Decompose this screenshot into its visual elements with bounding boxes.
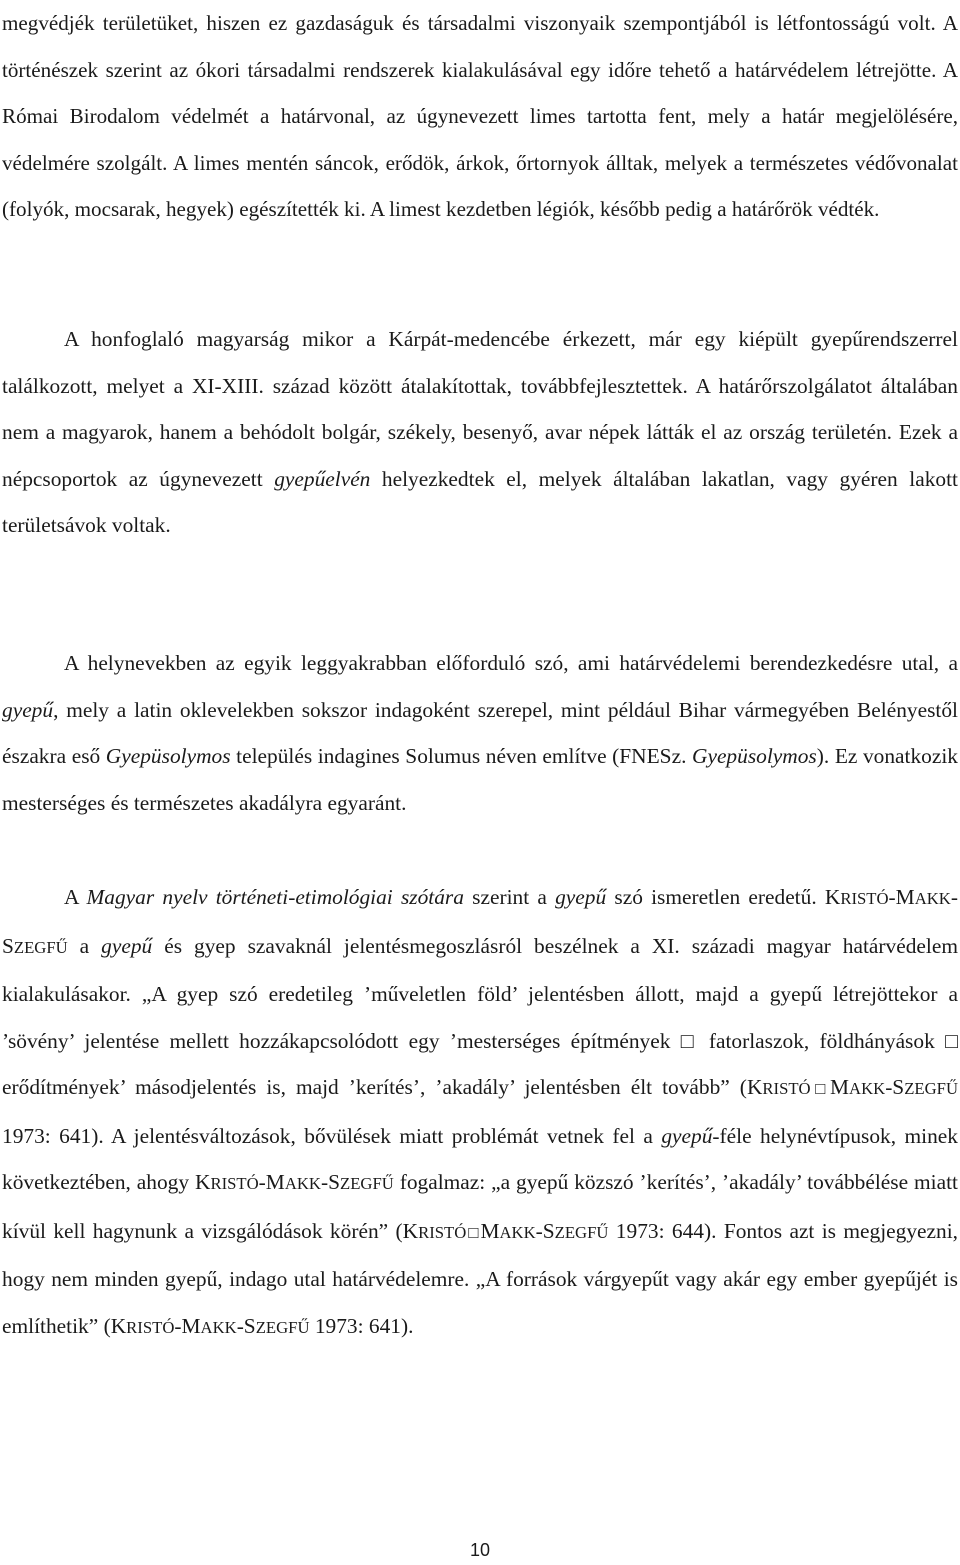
paragraph-text: ). Ez vonatkozik mesterséges és természetes akadályra egyaránt. [2, 744, 958, 815]
paragraph-text: szerint a [463, 885, 556, 909]
author-name: KRISTÓ-MAKK-SZEGFŰ [110, 1313, 310, 1338]
author-name: KRISTÓ□MAKK-SZEGFŰ [746, 1075, 958, 1099]
paragraph-text: , mely a latin oklevelekben sokszor indagoként szerepel, mint például Bihar vármegyében Belényestől északra eső [2, 697, 958, 768]
author-name: KRISTÓ-MAKK-SZEGFŰ [194, 1170, 394, 1194]
paragraph-text: megvédjék területüket, hiszen ez gazdaságuk és társadalmi viszonyaik szempontjából is létfontosságú volt. A történészek szerint az ókori társadalmi rendszerek kialakulásával egy időre tehető a határvédelem létrejötte. A Római Birodalom védelmét a határvonal, az úgynevezett limes tartotta fent, mely a határ megjelölésére, védelmére szolgált. A limes mentén sáncok, erődök, árkok, őrtornyok álltak, melyek a természetes védővonalat (folyók, mocsarak, hegyek) egészítették ki. A limest kezdetben légiók, később pedig a határőrök védték. [2, 11, 958, 221]
paragraph-text: 1973: 641). [309, 1313, 414, 1338]
paragraph-text: A [64, 885, 87, 909]
italic-term: gyepű [661, 1123, 713, 1148]
paragraph-limes [2, 0, 958, 233]
paragraph-text: 1973: 644). Fontos azt is megjegyezni, hogy nem minden gyepű, indago utal határvédelemre. „A források várgyepűt vagy akár egy ember gyepűjét is említhetik” ( [2, 1218, 959, 1338]
paragraph-text: fogalmaz: „a gyepű közszó ’kerítés’, ’akadály’ továbbélése miatt kívül kell hagynunk a vizsgálódások körén” ( [2, 1170, 958, 1243]
author-name: KRISTÓ-MAKK-SZEGFŰ [2, 885, 958, 958]
paragraph-text: szó ismeretlen eredetű. [606, 885, 825, 909]
italic-term: Gyepüsolymos [692, 744, 817, 768]
paragraph-etimologia [2, 874, 958, 1351]
italic-term: Gyepüsolymos [105, 744, 231, 768]
author-name: KRISTÓ□MAKK-SZEGFŰ [402, 1218, 609, 1243]
paragraph-text: és gyep szavaknál jelentésmegoszlásról beszélnek a XI. századi magyar határvédelem kialakulásakor. „A gyep szó eredetileg ’műveletlen föld’ jelentésben állott, majd a gyepű létrejöttekor a ’sövény’ jelentése mellett hozzákapcsolódott egy ’mesterséges építmények □ fatorlaszok, földhányások □ erődítmények’ másodjelentés is, majd ’kerítés’, ’akadály’ jelentésben élt tovább” ( [2, 933, 958, 1099]
italic-term: gyepű [2, 697, 54, 722]
paragraph-text: a [67, 933, 102, 958]
paragraph-text: 1973: 641). A jelentésváltozások, bővülések miatt problémát vetnek fel a [2, 1123, 662, 1148]
paragraph-text: település indagines Solumus néven említve (FNESz. [230, 744, 692, 768]
paragraph-text: -féle helynévtípusok, minek következtében, ahogy [2, 1123, 958, 1194]
page-number: 10 [469, 1540, 491, 1560]
italic-term: gyepű [101, 933, 153, 958]
paragraph-helynevek [2, 640, 958, 826]
paragraph-text: A helynevekben az egyik leggyakrabban előforduló szó, ami határvédelemi berendezkedésre utal, a [64, 651, 958, 675]
italic-term: gyepű [555, 885, 607, 909]
paragraph-text: A honfoglaló magyarság mikor a Kárpát-medencébe érkezett, már egy kiépült gyepűrendszerrel találkozott, melyet a XI-XIII. század között átalakítottak, továbbfejlesztettek. A határőrszolgálatot általában nem a magyarok, hanem a behódolt bolgár, székely, besenyő, avar népek látták el az ország területén. Ezek a népcsoportok az úgynevezett [2, 327, 958, 491]
italic-title: Magyar nyelv történeti-etimológiai szótára [86, 885, 464, 909]
paragraph-text: helyezkedtek el, melyek általában lakatlan, vagy gyéren lakott területsávok voltak. [2, 466, 958, 537]
italic-term: gyepűelvén [274, 466, 371, 491]
paragraph-gyepurendszer [2, 316, 958, 549]
